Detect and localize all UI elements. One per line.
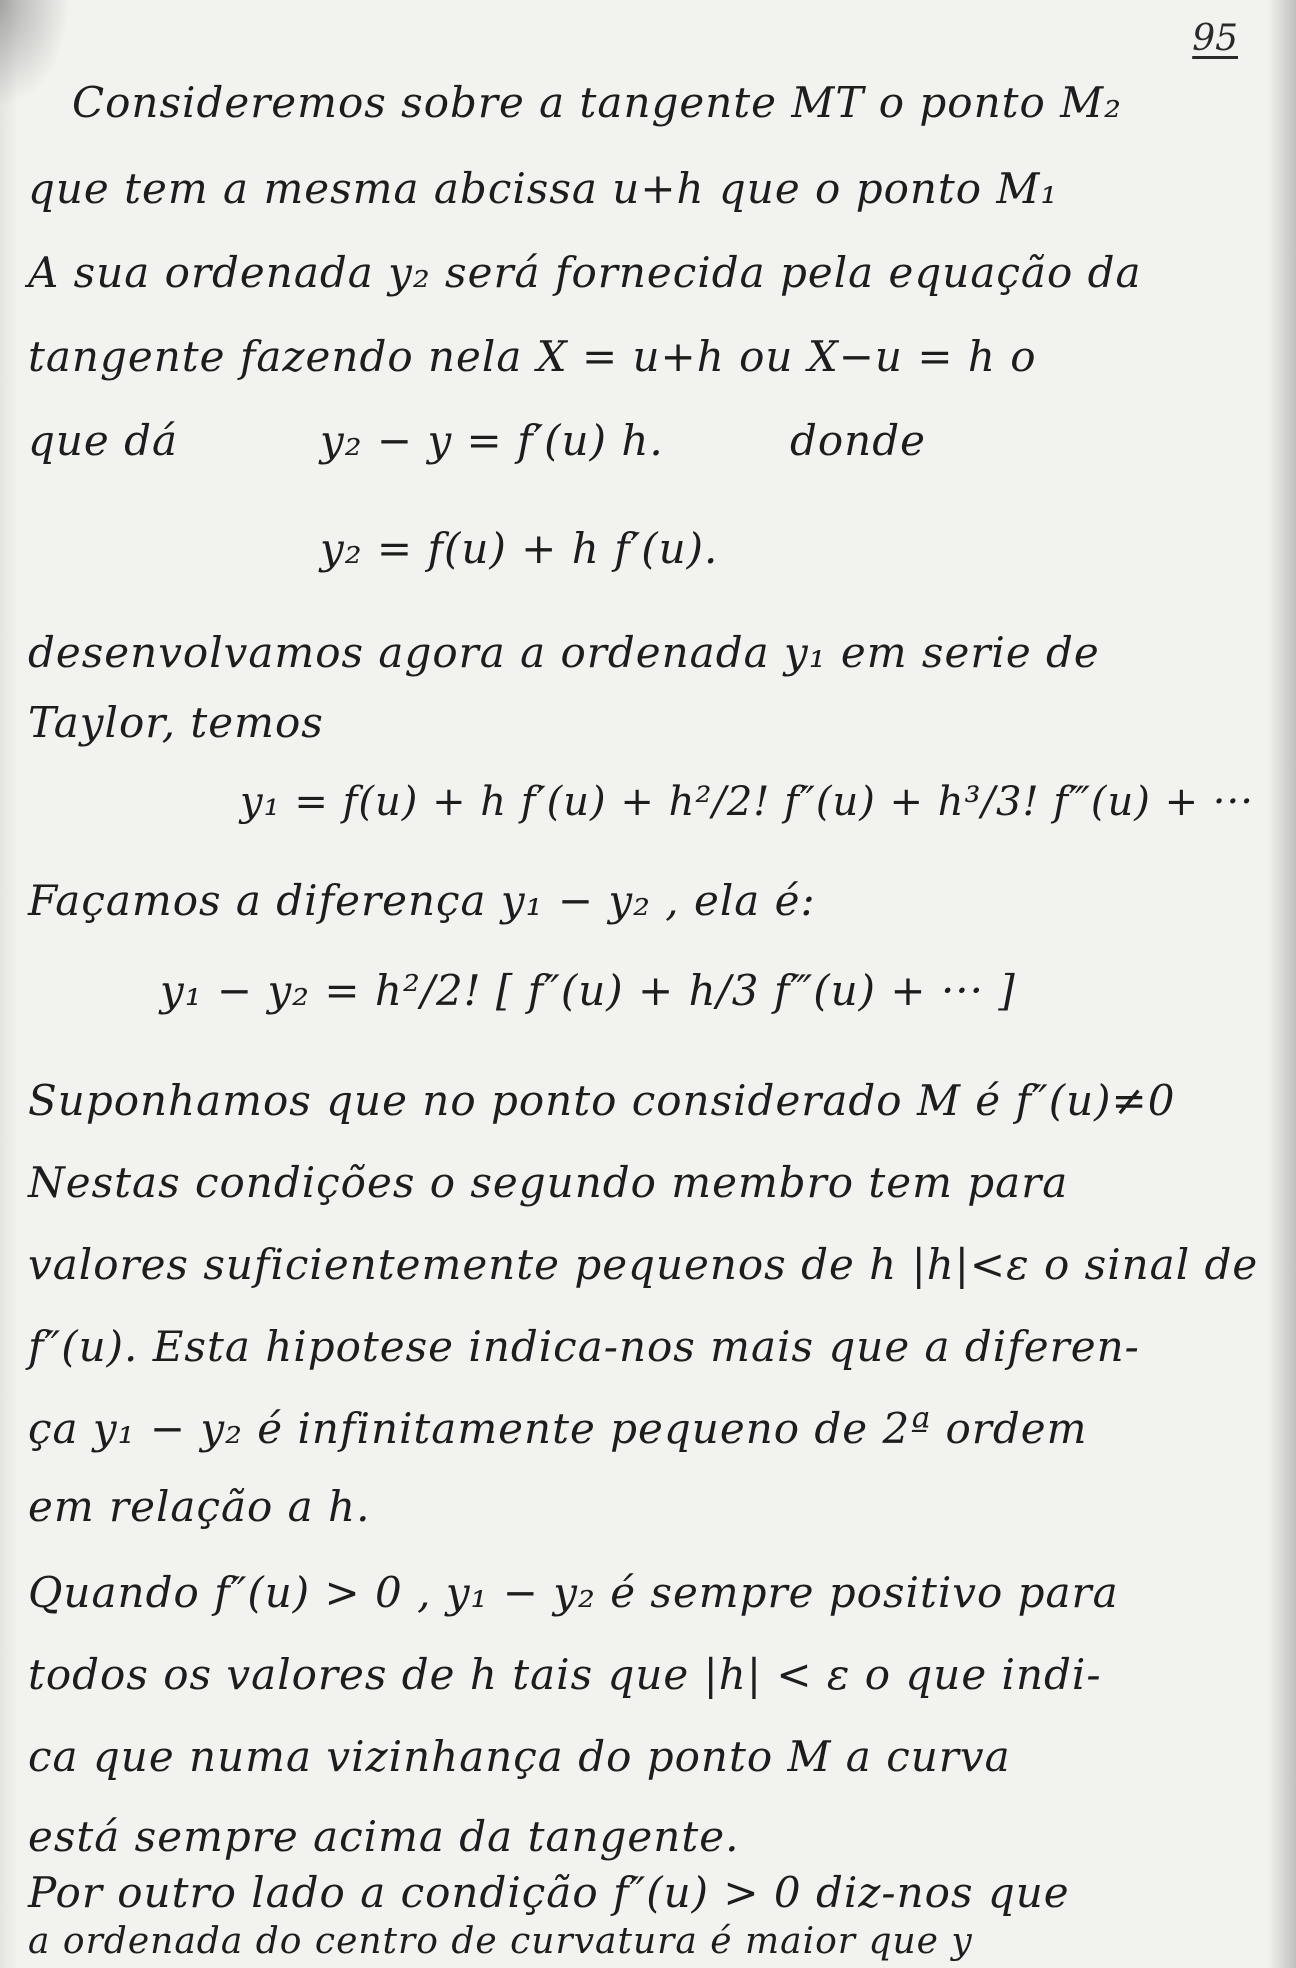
text-line-19: Por outro lado a condição f″(u) > 0 diz-nos que: [28, 1868, 1070, 1917]
equation-taylor-series: y₁ = f(u) + h f′(u) + h²/2! f″(u) + h³/3! f‴(u) + ···: [240, 779, 1254, 825]
text-line-10: Nestas condições o segundo membro tem para: [28, 1158, 1069, 1207]
text-line-3: A sua ordenada y₂ será fornecida pela equação da: [28, 248, 1142, 297]
text-line-16: todos os valores de h tais que |h| < ε o que indi-: [28, 1650, 1102, 1699]
text-line-20: a ordenada do centro de curvatura é maior que y: [28, 1921, 973, 1962]
text-line-12: f″(u). Esta hipotese indica-nos mais que a diferen-: [28, 1322, 1140, 1371]
page-number: 95: [1192, 18, 1238, 59]
equation-tangent-diff: y₂ − y = f′(u) h.: [320, 416, 664, 465]
text-line-13: ça y₁ − y₂ é infinitamente pequeno de 2ª ordem: [28, 1404, 1088, 1453]
equation-y2: y₂ = f(u) + h f′(u).: [320, 524, 719, 573]
text-line-9: Suponhamos que no ponto considerado M é f″(u)≠0: [28, 1076, 1176, 1125]
text-line-15: Quando f″(u) > 0 , y₁ − y₂ é sempre positivo para: [28, 1568, 1119, 1617]
text-donde: donde: [790, 416, 926, 465]
text-line-6: desenvolvamos agora a ordenada y₁ em serie de: [28, 628, 1100, 677]
text-line-1: Consideremos sobre a tangente MT o ponto M₂: [72, 78, 1122, 127]
text-line-4: tangente fazendo nela X = u+h ou X−u = h o: [28, 332, 1037, 381]
text-line-17: ca que numa vizinhança do ponto M a curva: [28, 1732, 1011, 1781]
text-line-11: valores suficientemente pequenos de h |h|<ε o sinal de: [28, 1240, 1259, 1289]
text-line-2: que tem a mesma abcissa u+h que o ponto M₁: [28, 164, 1059, 213]
text-line-14: em relação a h.: [28, 1482, 371, 1531]
text-line-5: que dá: [28, 416, 179, 465]
text-line-18: está sempre acima da tangente.: [28, 1812, 740, 1861]
text-line-8: Façamos a diferença y₁ − y₂ , ela é:: [28, 876, 816, 925]
equation-difference: y₁ − y₂ = h²/2! [ f″(u) + h/3 f‴(u) + ··· ]: [160, 966, 1016, 1015]
text-line-7: Taylor, temos: [28, 698, 324, 747]
